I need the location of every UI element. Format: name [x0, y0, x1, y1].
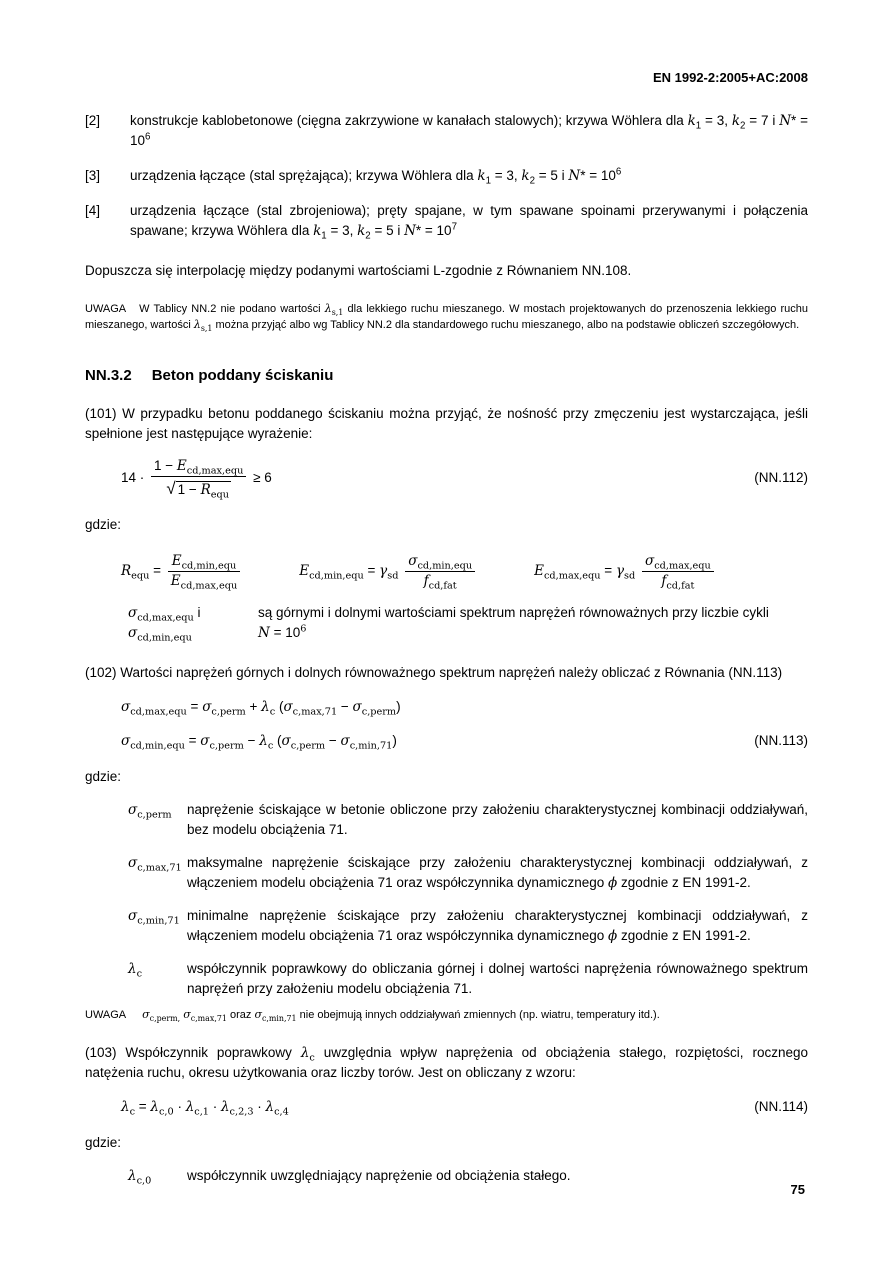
equation-nn113-line1 — [85, 697, 808, 717]
definition-term: $\sigma_{c,max,71}$ — [128, 854, 182, 874]
definition-sigma-cmin71 — [128, 906, 808, 946]
equation-nn113-line2 — [85, 731, 808, 751]
definition-text: maksymalne naprężenie ściskające przy założeniu charakterystycznej kombinacji oddziaływań, z włączeniem modelu obciążenia 71 oraz współczynnika dynamicznego ϕ zgodnie z EN 1991-2. — [187, 854, 808, 891]
definition-term: $\sigma_{c,min,71}$ — [128, 907, 180, 927]
equation-body: 14 · $\frac{1 - E_{cd,max,equ}}{√ 1 - R_{equ}}$ ≥ 6 — [121, 458, 272, 501]
definition-text: współczynnik uwzględniający naprężenie od obciążenia stałego. — [187, 1167, 571, 1183]
equation-body: $\sigma_{cd,max,equ} = \sigma_{c,perm} + \lambda_c$ $(\sigma_{c,max,71} - \sigma_{c,perm})$ — [121, 698, 401, 718]
formula-ecd-min: $E_{cd,min,equ} = \gamma_{sd}$ $\frac{\sigma_{cd,min,equ}}{f_{cd,fat}}$ — [299, 553, 478, 590]
note-uwaga-2 — [85, 1007, 808, 1023]
note-label: UWAGA — [85, 303, 127, 315]
list-item-text: urządzenia łączące (stal sprężająca); krzywa Wöhlera dla $k_1 = 3$, $k_2 = 5$ i $N* = 10^6$ — [130, 166, 622, 187]
definition-term: $\lambda_c$ — [128, 960, 143, 980]
paragraph-interpolation: Dopuszcza się interpolację między podanymi wartościami L-zgodnie z Równaniem NN.108. — [85, 263, 632, 278]
definition-term: $\sigma_{cd,max,equ}$ i $\sigma_{cd,min,equ}$ — [128, 604, 201, 644]
equation-body: $\sigma_{cd,min,equ} = \sigma_{c,perm} - \lambda_c$ $(\sigma_{c,perm} - \sigma_{c,min,71})$ — [121, 732, 397, 752]
note-text: $\sigma_{c,perm,}$ $\sigma_{c,max,71}$ oraz $\sigma_{c,min,71}$ nie obejmują innych oddziaływań zmiennych (np. wiatru, temperatury itd.). — [142, 1007, 660, 1023]
page-number: 75 — [790, 1182, 805, 1197]
paragraph-102: (102) Wartości naprężeń górnych i dolnych równoważnego spektrum naprężeń należy obliczać z Równania (NN.113) — [85, 664, 783, 680]
list-item-text: konstrukcje kablobetonowe (cięgna zakrzywione w kanałach stalowych); krzywa Wöhlera dla $k_1 = 3$, $k_2 = 7$ i $N* = 10^6$ — [130, 113, 808, 148]
auxiliary-formulas — [121, 553, 808, 590]
where-label: gdzie: — [85, 516, 122, 532]
note-label: UWAGA — [85, 1008, 127, 1021]
definition-lambda-c0 — [128, 1166, 808, 1186]
reference-list — [85, 111, 808, 241]
section-title: Beton poddany ściskaniu — [151, 367, 334, 384]
formula-requ: $R_{equ}$ = $\frac{E_{cd,min,equ}}{E_{cd,max,equ}}$ — [121, 553, 243, 590]
list-item — [85, 111, 808, 151]
paragraph-101: (101) W przypadku betonu poddanego ściskaniu można przyjąć, że nośność przy zmęczeniu jest wystarczająca, jeśli spełnione jest następujące wyrażenie: — [85, 406, 808, 441]
equation-nn112 — [85, 458, 808, 499]
paragraph-103: (103) Współczynnik poprawkowy $\lambda_c$ uwzględnia wpływ naprężenia od obciążenia stałego, rozpiętości, rocznego natężenia ruchu, okresu użytkowania oraz liczby torów. Jest on obliczany z wzoru: — [85, 1044, 808, 1080]
sigma-equ-definition — [128, 603, 808, 643]
section-number: NN.3.2 — [85, 367, 132, 384]
list-item — [85, 166, 808, 186]
equation-number: (NN.112) — [754, 470, 808, 486]
section-heading — [85, 367, 808, 384]
definition-text: są górnymi i dolnymi wartościami spektrum naprężeń równoważnych przy liczbie cykli $N = 10^6$ — [258, 604, 769, 641]
list-item-number: [2] — [85, 113, 101, 128]
definition-sigma-cperm — [128, 800, 808, 840]
list-item-text: urządzenia łączące (stal zbrojeniowa); pręty spajane, w tym spawane spoinami przerywanymi i połączenia spawane; krzywa Wöhlera dla $k_1 = 3$, $k_2 = 5$ i $N* = 10^7$ — [130, 203, 808, 242]
where-label: gdzie: — [85, 768, 122, 784]
definition-text: naprężenie ściskające w betonie obliczone przy założeniu charakterystycznej kombinacji oddziaływań, bez modelu obciążenia 71. — [187, 801, 808, 837]
note-uwaga-1 — [85, 301, 808, 333]
equation-number: (NN.113) — [754, 732, 808, 748]
document-header: EN 1992-2:2005+AC:2008 — [652, 70, 808, 85]
equation-body: $\lambda_c = \lambda_{c,0} \cdot \lambda_{c,1} \cdot \lambda_{c,2,3} \cdot \lambda_{c,4}$ — [121, 1098, 289, 1118]
list-item-number: [4] — [85, 203, 101, 218]
list-item-number: [3] — [85, 168, 101, 183]
definition-term: $\lambda_{c,0}$ — [128, 1167, 152, 1187]
equation-nn114 — [85, 1097, 808, 1117]
equation-number: (NN.114) — [754, 1098, 808, 1114]
definition-term: $\sigma_{c,perm}$ — [128, 801, 172, 821]
where-label: gdzie: — [85, 1134, 122, 1150]
definition-sigma-cmax71 — [128, 853, 808, 893]
note-text: W Tablicy NN.2 nie podano wartości $\lambda_{s,1}$ dla lekkiego ruchu mieszanego. W mostach projektowanych do przenoszenia lekkiego ruchu mieszanego, wartości $\lambda_{s,1}$ można przyjąć albo wg Tablicy NN.2 dla standardowego ruchu mieszanego, albo na podstawie obliczeń szczegółowych. — [85, 302, 809, 334]
definition-text: współczynnik poprawkowy do obliczania górnej i dolnej wartości naprężenia równoważnego spektrum naprężeń przy założeniu modelu obciążenia 71. — [187, 960, 808, 996]
list-item — [85, 201, 808, 241]
definition-text: minimalne naprężenie ściskające przy założeniu charakterystycznej kombinacji oddziaływań, z włączeniem modelu obciążenia 71 oraz współczynnika dynamicznego ϕ zgodnie z EN 1991-2. — [187, 907, 808, 944]
formula-ecd-max: $E_{cd,max,equ} = \gamma_{sd}$ $\frac{\sigma_{cd,max,equ}}{f_{cd,fat}}$ — [534, 553, 717, 590]
definition-lambda-c — [128, 959, 808, 999]
